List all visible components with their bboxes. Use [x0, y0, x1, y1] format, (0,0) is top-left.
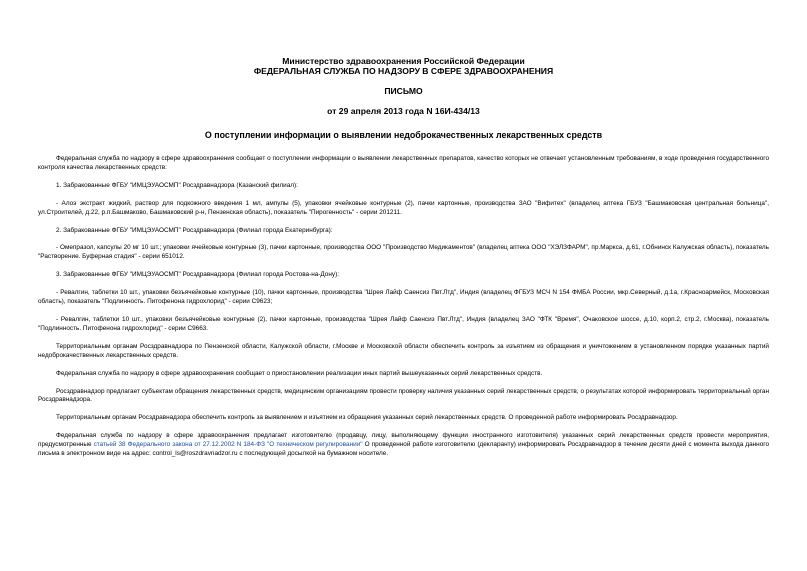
document-subject: О поступлении информации о выявлении недоброкачественных лекарственных средств: [204, 130, 603, 140]
control-paragraph: Территориальным органам Росздравнадзора обеспечить контроль за выявлением и изъятием из обращения указанных серий лекарственных средств. О проведенной работе информировать Росздравнадзор.: [56, 414, 678, 422]
document-type: ПИСЬМО: [384, 86, 423, 96]
section-3-item-2: - Ревалгин, таблетки 10 шт., упаковки безъячейковые контурные (2), пачки картонные, производства "Шрея Лайф Саенсиз Пвт.Лтд", Индия (владелец ЗАО "ФТК "Время", Очаковское шоссе, д.10, корп.2, стр.2, г.Москва), показатель "Подлинность. Питофенона гидрохлорид" - серии С9663.: [38, 315, 769, 332]
final-paragraph: [38, 432, 769, 459]
proposal-paragraph: Росздравнадзор предлагает субъектам обращения лекарственных средств, медицинским организациям провести проверку наличия указанных серий лекарственных средств, о результатах которой информировать территориальный орган Росздравнадзора.: [38, 387, 769, 404]
section-1-item-1: - Алоэ экстракт жидкий, раствор для подкожного введения 1 мл, ампулы (5), упаковки ячейковые контурные (2), пачки картонные, производства ЗАО "Вифитех" (владелец аптека ГБУЗ "Башмаковская центральная больница", ул.Строителей, д.22, р.п.Башмаково, Башмаковский р-н, Пензенская область), показатель "Пирогенность" - серии 201211.: [38, 199, 769, 216]
suspension-paragraph: Федеральная служба по надзору в сфере здравоохранения сообщает о приостановлении реализации иных партий вышеуказанных серий лекарственных средств.: [56, 369, 543, 377]
letter-document: [38, 56, 769, 459]
ministry-name: Министерство здравоохранения Российской Федерации: [282, 56, 525, 66]
territorial-control-paragraph: Территориальным органам Росздравнадзора по Пензенской области, Калужской области, г.Москве и Московской области обеспечить контроль за изъятием из обращения и уничтожением в установленном порядке указанных партий недоброкачественных лекарственных средств.: [38, 342, 769, 359]
final-paragraph-text-a: Федеральная служба по надзору в сфере здравоохранения предлагает изготовителю (продавцу, лицу, выполняющему функции иностранного изготовителя) указанных серий лекарственных средств провести мероприятия, предусмотренные: [38, 432, 769, 449]
service-name: ФЕДЕРАЛЬНАЯ СЛУЖБА ПО НАДЗОРУ В СФЕРЕ ЗДРАВООХРАНЕНИЯ: [253, 66, 554, 76]
section-1-title: 1. Забракованные ФГБУ "ИМЦЭУАОСМП" Росздравнадзора (Казанский филиал):: [56, 181, 298, 189]
section-2-title: 2. Забракованные ФГБУ "ИМЦЭУАОСМП" Росздравнадзора (Филиал города Екатеринбурга):: [56, 226, 333, 234]
section-2-item-1: - Омепразол, капсулы 20 мг 10 шт.; упаковки ячейковые контурные (3), пачки картонные, производства ООО "Производство Медикаментов" (владелец аптека ООО "ХЭЛЗФАРМ", пр.Маркса, д.61, г.Обнинск Калужская область), показатель "Растворение. Буферная стадия" - серии 651012.: [38, 244, 769, 261]
federal-law-link[interactable]: статьей 38 Федерального закона от 27.12.2002 N 184-ФЗ "О техническом регулировании": [93, 441, 363, 449]
intro-paragraph: Федеральная служба по надзору в сфере здравоохранения сообщает о поступлении информации о выявлении лекарственных препаратов, качество которых не отвечает установленным требованиям, в ходе проведения государственного контроля качества лекарственных средств:: [38, 155, 769, 171]
section-3-item-1: - Ревалгин, таблетки 10 шт., упаковки безъячейковые контурные (10), пачки картонные, производства "Шрея Лайф Саенсиз Пвт.Лтд", Индия (владелец ФГБУЗ МСЧ N 154 ФМБА России, мкр.Северный, д.1а, г.Красноармейск, Московская область), показатель "Подлинность. Питофенона гидрохлорид" - серии С9623;: [38, 289, 769, 306]
document-date-number: от 29 апреля 2013 года N 16И-434/13: [327, 106, 480, 116]
section-3-title: 3. Забракованные ФГБУ "ИМЦЭУАОСМП" Росздравнадзора (Филиал города Ростова-на-Дону):: [56, 271, 339, 279]
final-paragraph-text-b: О проведенной работе изготовителю (декларанту) информировать Росздравнадзор в течение десяти дней с момента выхода данного письма в электронном виде на адрес: control_ls@roszdravnadzor.ru с последующей досылкой на бумажном носителе.: [38, 441, 770, 458]
